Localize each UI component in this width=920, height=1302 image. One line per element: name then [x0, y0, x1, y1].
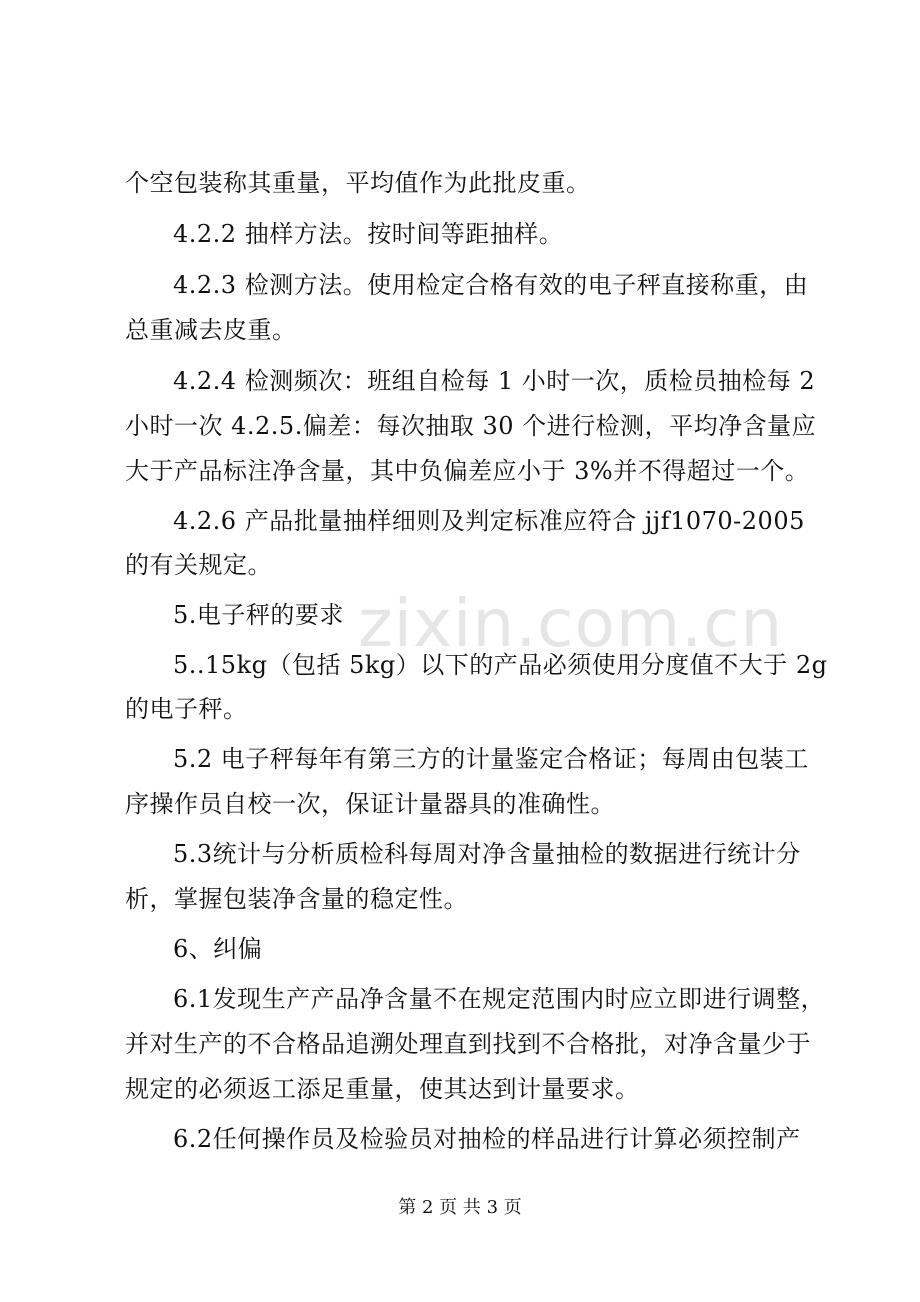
text-line: 序操作员自校一次，保证计量器具的准确性。	[125, 790, 615, 818]
text-line: 个空包装称其重量，平均值作为此批皮重。	[125, 169, 591, 197]
text-line: 4.2.4 检测频次：班组自检每 1 小时一次，质检员抽检每 2	[173, 367, 816, 395]
text-line: 规定的必须返工添足重量，使其达到计量要求。	[125, 1075, 640, 1103]
text-line: 5.电子秤的要求	[173, 601, 344, 629]
text-line: 5.2 电子秤每年有第三方的计量鉴定合格证；每周由包装工	[173, 745, 809, 773]
text-line: 6.1发现生产产品净含量不在规定范围内时应立即进行调整，	[173, 985, 826, 1013]
text-line: 6.2任何操作员及检验员对抽检的样品进行计算必须控制产	[173, 1125, 801, 1153]
text-line: 的电子秤。	[125, 695, 248, 723]
text-line: 小时一次 4.2.5.偏差：每次抽取 30 个进行检测，平均净含量应	[125, 412, 817, 440]
text-line: 4.2.3 检测方法。使用检定合格有效的电子秤直接称重，由	[173, 271, 809, 299]
text-line: 的有关规定。	[125, 551, 272, 579]
text-line: 4.2.2 抽样方法。按时间等距抽样。	[173, 220, 564, 248]
text-line: 总重减去皮重。	[125, 316, 297, 344]
text-line: 4.2.6 产品批量抽样细则及判定标准应符合 jjf1070-2005	[173, 507, 805, 535]
text-line: 大于产品标注净含量，其中负偏差应小于 3%并不得超过一个。	[125, 457, 810, 485]
text-line: 5.3统计与分析质检科每周对净含量抽检的数据进行统计分	[173, 840, 801, 868]
watermark: zixin.com.cn	[358, 585, 784, 662]
text-line: 析，掌握包装净含量的稳定性。	[125, 885, 468, 913]
text-line: 5..15kg（包括 5kg）以下的产品必须使用分度值不大于 2g	[173, 651, 828, 679]
text-line: 并对生产的不合格品追溯处理直到找到不合格批，对净含量少于	[125, 1030, 811, 1058]
page-footer: 第 2 页 共 3 页	[398, 1197, 522, 1218]
section-heading: 6、纠偏	[173, 935, 263, 963]
